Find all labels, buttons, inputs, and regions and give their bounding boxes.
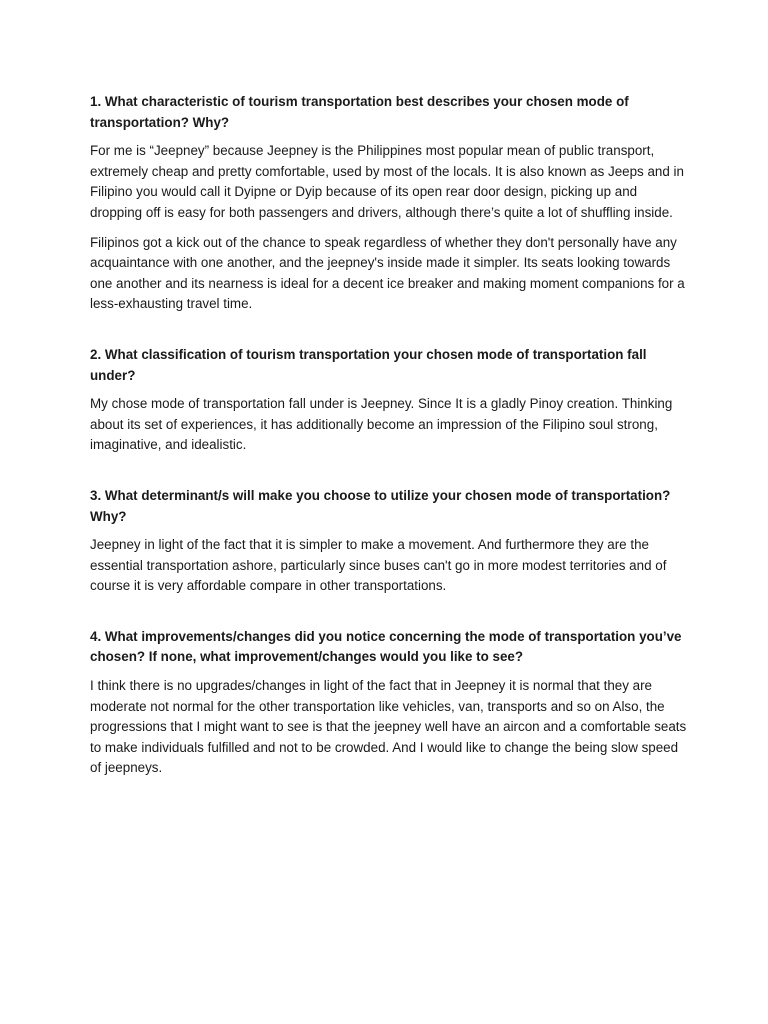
- answer-paragraph: I think there is no upgrades/changes in light of the fact that in Jeepney it is normal that they are moderate not normal for the other transportation like vehicles, van, transports and so on Also, the progressions that I might want to see is that the jeepney well have an aircon and a comfortable seats to make individuals fulfilled and not to be crowded. And I would like to change the being slow speed of jeepneys.: [90, 678, 687, 776]
- answer-paragraph: My chose mode of transportation fall under is Jeepney. Since It is a gladly Pinoy creation. Thinking about its set of experiences, it has additionally become an impression of the Filipino soul strong, imaginative, and idealistic.: [90, 396, 673, 453]
- answer-paragraph: Filipinos got a kick out of the chance to speak regardless of whether they don't personally have any acquaintance with one another, and the jeepney's inside made it simpler. Its seats looking towards one another and its nearness is ideal for a decent ice breaker and making moment companions for a less-exhausting travel time.: [90, 234, 685, 312]
- question-heading: 2. What classification of tourism transportation your chosen mode of transportation fall under?: [90, 346, 647, 383]
- answer-paragraph: Jeepney in light of the fact that it is simpler to make a movement. And furthermore they are the essential transportation ashore, particularly since buses can't go in more modest territories and of course it is very affordable compare in other transportations.: [90, 537, 667, 594]
- question-heading: 1. What characteristic of tourism transportation best describes your chosen mode of transportation? Why?: [90, 94, 629, 130]
- answer-paragraph: For me is “Jeepney” because Jeepney is the Philippines most popular mean of public transport, extremely cheap and pretty comfortable, used by most of the locals. It is also known as Jeeps and in Filipino you would call it Dyipne or Dyip because of its open rear door design, picking up and dropping off is easy for both passengers and drivers, although there’s quite a lot of shuffling inside.: [90, 143, 684, 220]
- document-body: [90, 92, 690, 809]
- question-heading: 3. What determinant/s will make you choose to utilize your chosen mode of transportation? Why?: [90, 487, 671, 524]
- question-heading: 4. What improvements/changes did you notice concerning the mode of transportation you’ve chosen? If none, what improvement/changes would you like to see?: [90, 628, 682, 665]
- question-section-3: [90, 486, 690, 597]
- question-section-1: [90, 92, 690, 315]
- question-section-2: [90, 345, 690, 456]
- question-section-4: [90, 627, 690, 779]
